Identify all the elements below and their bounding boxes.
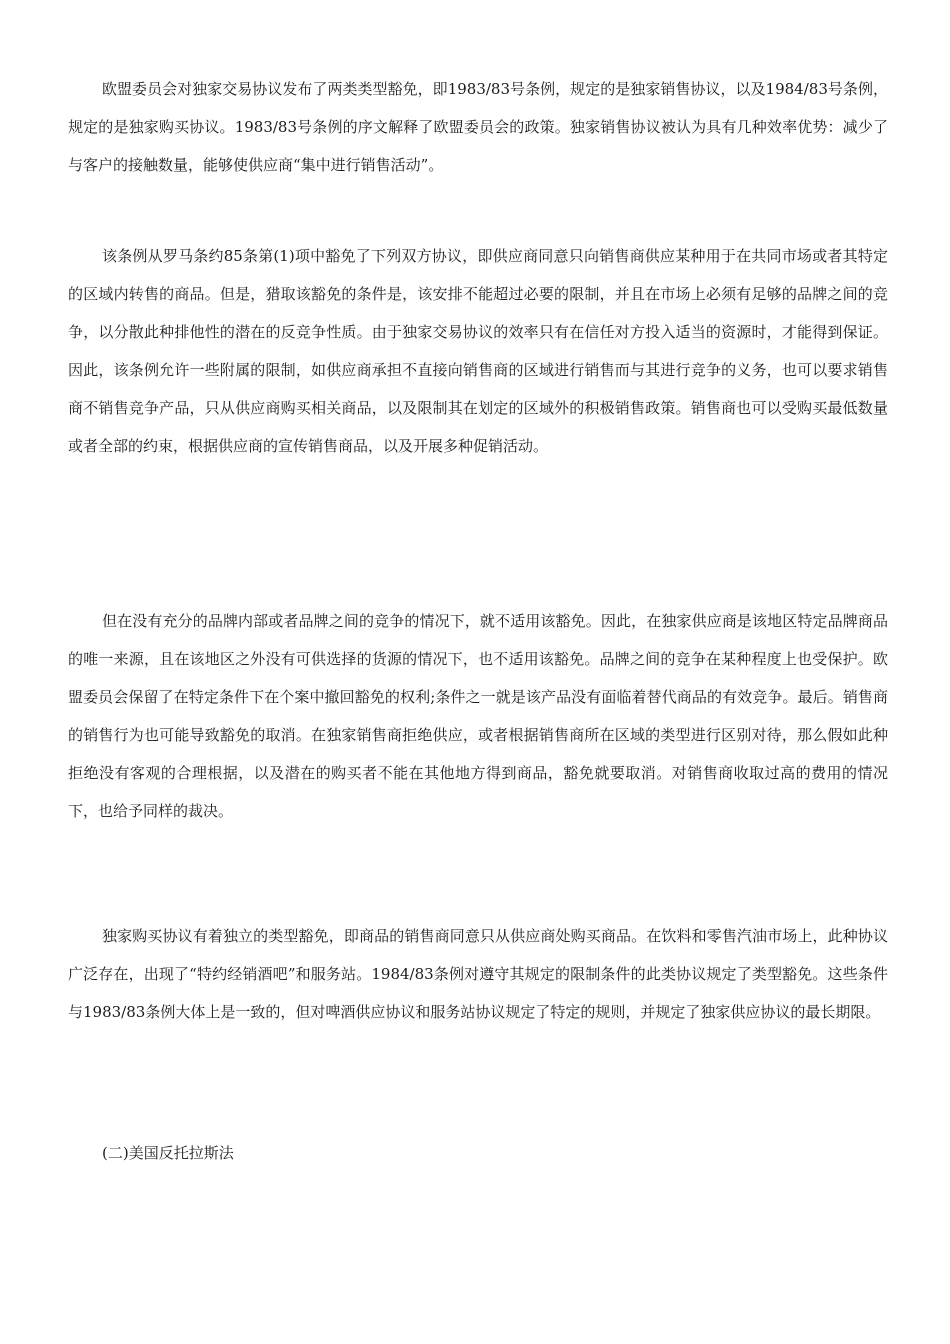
paragraph-exclusive-purchasing: 独家购买协议有着独立的类型豁免，即商品的销售商同意只从供应商处购买商品。在饮料和零售汽油市场上，此种协议广泛存在，出现了“特约经销酒吧”和服务站。1984/83条例对遵守其规定的限制条件的此类协议规定了类型豁免。这些条件与1983/83条例大体上是一致的，但对啤酒供应协议和服务站协议规定了特定的规则，并规定了独家供应协议的最长期限。 [68, 927, 888, 1021]
paragraph-regulation-conditions: 该条例从罗马条约85条第(1)项中豁免了下列双方协议，即供应商同意只向销售商供应某种用于在共同市场或者其特定的区域内转售的商品。但是，猎取该豁免的条件是，该安排不能超过必要的限制，并且在市场上必须有足够的品牌之间的竞争，以分散此种排他性的潜在的反竞争性质。由于独家交易协议的效率只有在信任对方投入适当的资源时，才能得到保证。因此，该条例允许一些附属的限制，如供应商承担不直接向销售商的区域进行销售而与其进行竞争的义务，也可以要求销售商不销售竞争产品，只从供应商购买相关商品，以及限制其在划定的区域外的积极销售政策。销售商也可以受购买最低数量或者全部的约束，根据供应商的宣传销售商品，以及开展多种促销活动。 [68, 247, 888, 455]
paragraph-eu-block-exemptions: 欧盟委员会对独家交易协议发布了两类类型豁免，即1983/83号条例，规定的是独家销售协议，以及1984/83号条例，规定的是独家购买协议。1983/83号条例的序文解释了欧盟委员会的政策。独家销售协议被认为具有几种效率优势：减少了与客户的接触数量，能够使供应商“集中进行销售活动”。 [68, 80, 888, 174]
paragraph-exemption-withdrawal: 但在没有充分的品牌内部或者品牌之间的竞争的情况下，就不适用该豁免。因此，在独家供应商是该地区特定品牌商品的唯一来源，且在该地区之外没有可供选择的货源的情况下，也不适用该豁免。品牌之间的竞争在某种程度上也受保护。欧盟委员会保留了在特定条件下在个案中撤回豁免的权利;条件之一就是该产品没有面临着替代商品的有效竞争。最后。销售商的销售行为也可能导致豁免的取消。在独家销售商拒绝供应，或者根据销售商所在区域的类型进行区别对待，那么假如此种拒绝没有客观的合理根据，以及潜在的购买者不能在其他地方得到商品，豁免就要取消。对销售商收取过高的费用的情况下，也给予同样的裁决。 [68, 612, 888, 820]
section-heading-us-antitrust: (二)美国反托拉斯法 [102, 1144, 234, 1162]
